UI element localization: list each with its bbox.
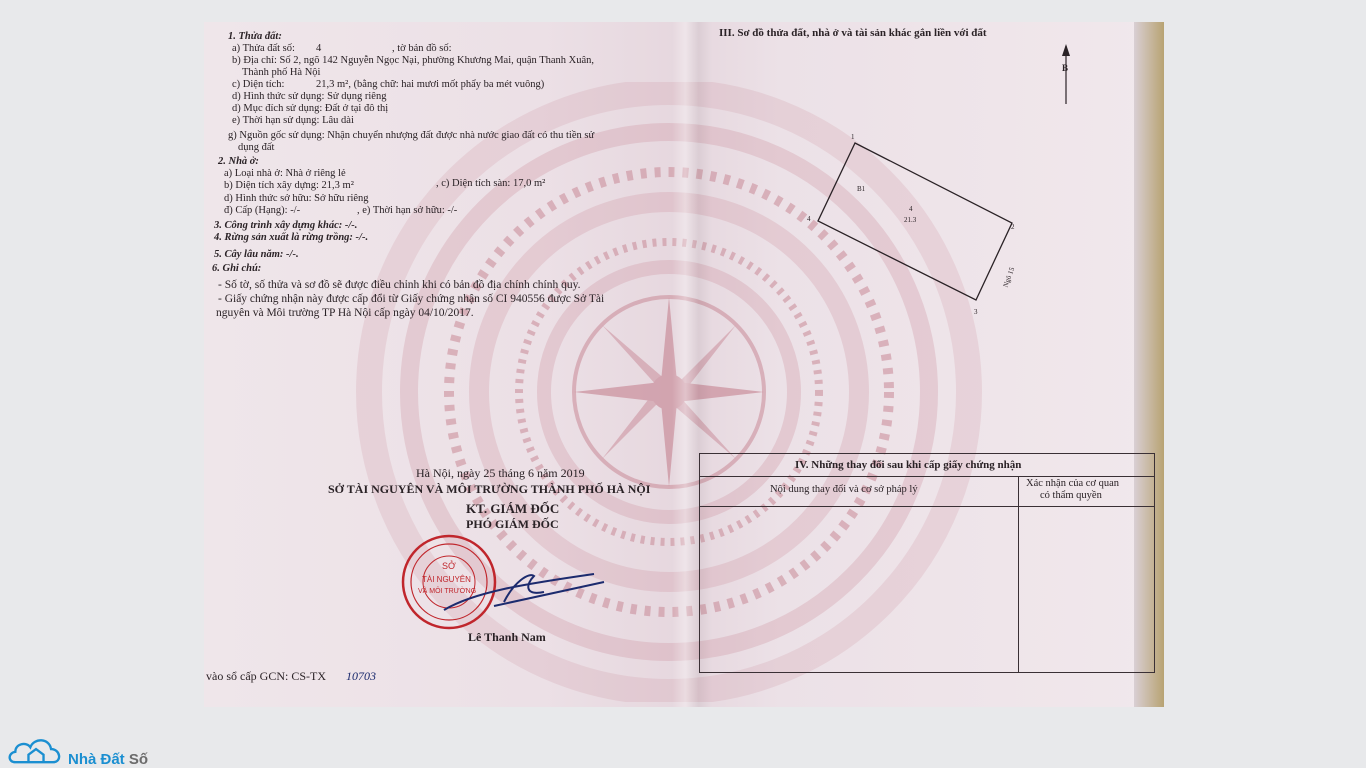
section-3: 3. Công trình xây dựng khác: -/-. bbox=[214, 220, 358, 231]
vertex-1: 1 bbox=[851, 133, 855, 141]
brand-name: Nhà Đất bbox=[68, 751, 125, 768]
col-confirmation-cont: có thẩm quyền bbox=[1040, 490, 1102, 501]
changes-table-header-row bbox=[700, 476, 1154, 507]
house-code: B1 bbox=[857, 185, 866, 193]
note-2: - Giấy chứng nhận này được cấp đổi từ Giấy chứng nhận số CI 940556 được Sở Tài bbox=[218, 293, 605, 305]
issuing-org: SỞ TÀI NGUYÊN VÀ MÔI TRƯỜNG THÀNH PHỐ HÀ NỘI bbox=[328, 482, 651, 496]
seal-text-1: SỞ bbox=[442, 561, 456, 571]
house-cloud-icon bbox=[6, 734, 66, 766]
brand-name-suffix: Số bbox=[128, 751, 149, 768]
section-6-title: 6. Ghi chú: bbox=[212, 263, 262, 274]
col-change-content: Nội dung thay đổi và cơ sở pháp lý bbox=[770, 484, 918, 495]
plot-number: 4 bbox=[909, 205, 913, 213]
north-arrow-icon bbox=[1056, 42, 1076, 107]
map-sheet-label: , tờ bản đồ số: bbox=[392, 43, 452, 54]
use-form: d) Hình thức sử dụng: Sử dụng riêng bbox=[232, 91, 387, 102]
parcel-number: 4 bbox=[316, 43, 322, 54]
built-area: b) Diện tích xây dựng: 21,3 m² bbox=[224, 180, 354, 191]
register-number: 10703 bbox=[346, 669, 376, 683]
certificate-document bbox=[204, 22, 1164, 707]
section-3-title: III. Sơ đồ thửa đất, nhà ở và tài sản khác gắn liền với đất bbox=[719, 27, 987, 39]
section-1-title: 1. Thửa đất: bbox=[228, 31, 282, 42]
brand-logo-text bbox=[68, 751, 148, 768]
section-2-title: 2. Nhà ở: bbox=[218, 156, 259, 167]
north-label: B bbox=[1062, 63, 1069, 73]
changes-table bbox=[699, 453, 1155, 673]
parcel-number-label: a) Thửa đất số: bbox=[232, 43, 295, 54]
house-type: a) Loại nhà ở: Nhà ở riêng lẻ bbox=[224, 168, 346, 179]
address: b) Địa chỉ: Số 2, ngõ 142 Nguyễn Ngọc Nại, phường Khương Mai, quận Thanh Xuân, bbox=[232, 55, 595, 66]
section-4: 4. Rừng sản xuất là rừng trồng: -/-. bbox=[214, 232, 369, 243]
section-4-title: IV. Những thay đổi sau khi cấp giấy chứng nhận bbox=[795, 459, 1022, 471]
seal-text-3: VÀ MÔI TRƯỜNG bbox=[418, 588, 477, 595]
register-label: vào sổ cấp GCN: CS-TX bbox=[206, 669, 326, 683]
note-1: - Số tờ, số thửa và sơ đồ sẽ được điều chỉnh khi có bản đồ địa chính chính quy. bbox=[218, 279, 581, 291]
area-value: 21,3 m², (bằng chữ: hai mươi mốt phẩy ba mét vuông) bbox=[316, 79, 545, 90]
changes-table-title-row bbox=[700, 454, 1154, 477]
issue-date: Hà Nội, ngày 25 tháng 6 năm 2019 bbox=[416, 466, 585, 480]
col-confirmation: Xác nhận của cơ quan bbox=[1026, 478, 1120, 489]
area-label: c) Diện tích: bbox=[232, 79, 285, 90]
use-origin-cont: dụng đất bbox=[238, 142, 275, 153]
plot-area: 21.3 bbox=[904, 216, 917, 224]
seal-text-2: TÀI NGUYÊN bbox=[422, 575, 471, 584]
vertex-4: 4 bbox=[807, 215, 811, 223]
vertex-3: 3 bbox=[974, 308, 978, 316]
signature bbox=[434, 562, 614, 622]
ownership-term: , e) Thời hạn sở hữu: -/- bbox=[357, 205, 458, 216]
use-origin: g) Nguồn gốc sử dụng: Nhận chuyển nhượng đất được nhà nước giao đất có thu tiền sử bbox=[228, 130, 595, 141]
road-label: Ngõ 15 bbox=[1001, 266, 1017, 289]
use-purpose: d) Mục đích sử dụng: Đất ở tại đô thị bbox=[232, 103, 389, 114]
deputy-for-director: KT. GIÁM ĐỐC bbox=[466, 501, 560, 516]
note-3: nguyên và Môi trường TP Hà Nội cấp ngày 04/10/2017. bbox=[216, 307, 474, 319]
ownership-form: d) Hình thức sở hữu: Sở hữu riêng bbox=[224, 193, 369, 204]
address-city: Thành phố Hà Nội bbox=[242, 67, 321, 78]
use-term: e) Thời hạn sử dụng: Lâu dài bbox=[232, 115, 354, 126]
deputy-director-title: PHÓ GIÁM ĐỐC bbox=[466, 517, 559, 531]
vertex-2: 2 bbox=[1011, 223, 1015, 231]
table-divider bbox=[1018, 476, 1019, 672]
house-grade: đ) Cấp (Hạng): -/- bbox=[224, 205, 301, 216]
floor-area: , c) Diện tích sàn: 17,0 m² bbox=[436, 178, 546, 189]
signer-name: Lê Thanh Nam bbox=[468, 630, 546, 644]
section-5: 5. Cây lâu năm: -/-. bbox=[214, 249, 299, 260]
